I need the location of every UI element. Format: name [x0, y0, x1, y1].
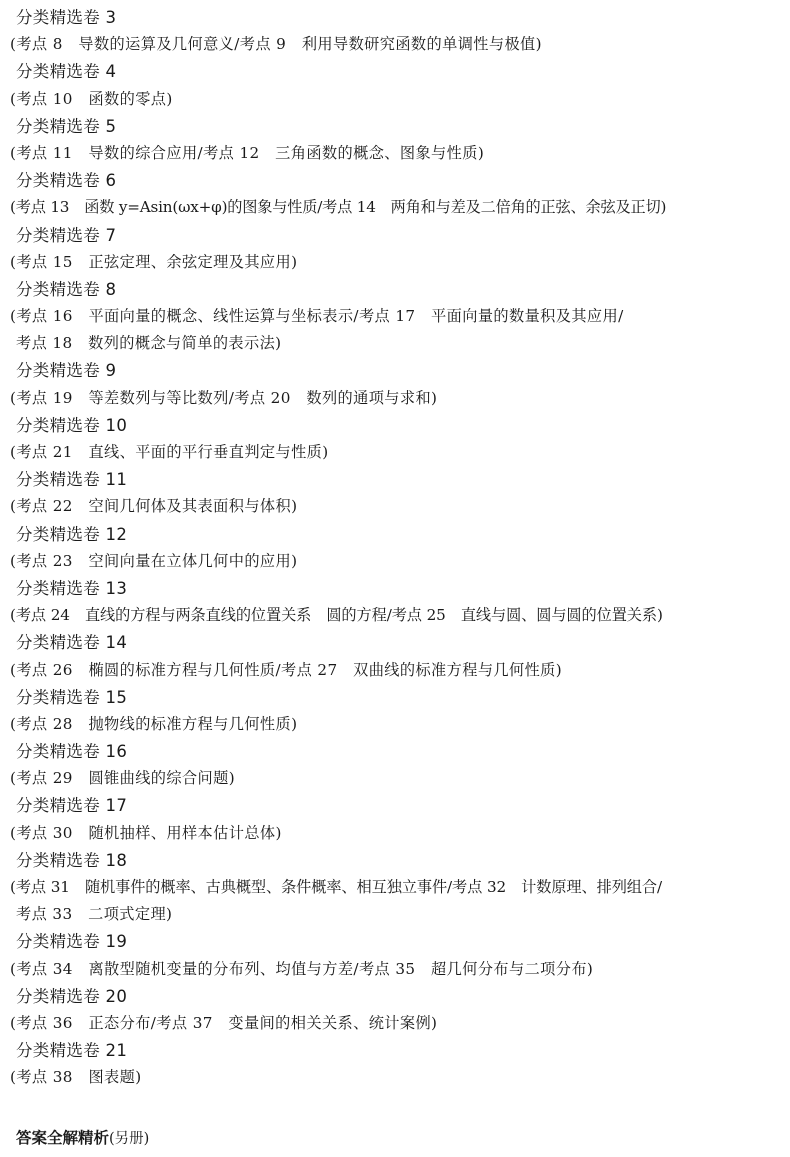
topic-line: 考点 18 数列的概念与简单的表示法) [16, 334, 282, 353]
topic-line: (考点 8 导数的运算及几何意义/考点 9 利用导数研究函数的单调性与极值) [10, 35, 542, 54]
section-volume-16 [10, 738, 786, 792]
topic-description [10, 140, 786, 167]
volume-title: 分类精选卷 7 [16, 225, 117, 245]
volume-title: 分类精选卷 15 [16, 687, 128, 707]
volume-title: 分类精选卷 6 [16, 171, 117, 191]
volume-title: 分类精选卷 13 [16, 578, 128, 598]
volume-title: 分类精选卷 19 [16, 932, 128, 952]
volume-title: 分类精选卷 16 [16, 742, 128, 762]
topic-description [10, 303, 786, 357]
topic-line: (考点 19 等差数列与等比数列/考点 20 数列的通项与求和) [10, 388, 438, 407]
section-volume-9 [10, 357, 786, 411]
topic-line: (考点 23 空间向量在立体几何中的应用) [10, 551, 298, 570]
section-volume-8 [10, 276, 786, 358]
topic-line: (考点 30 随机抽样、用样本估计总体) [10, 823, 282, 842]
topic-description [10, 711, 786, 738]
topic-description [10, 194, 786, 221]
volume-title: 分类精选卷 11 [16, 470, 128, 490]
section-volume-13 [10, 575, 786, 629]
topic-line: (考点 36 正态分布/考点 37 变量间的相关关系、统计案例) [10, 1013, 438, 1032]
volume-title: 分类精选卷 8 [16, 279, 117, 299]
section-volume-11 [10, 466, 786, 520]
volume-title: 分类精选卷 5 [16, 116, 117, 136]
topic-description [10, 249, 786, 276]
section-volume-12 [10, 521, 786, 575]
topic-description [10, 602, 786, 629]
volume-title: 分类精选卷 21 [16, 1041, 128, 1061]
topic-line: (考点 31 随机事件的概率、古典概型、条件概率、相互独立事件/考点 32 计数原理、排列组合/ [10, 878, 662, 896]
volume-title: 分类精选卷 14 [16, 633, 128, 653]
answer-note: (另册) [109, 1131, 150, 1147]
topic-description [10, 874, 786, 928]
topic-description [10, 31, 786, 58]
section-volume-21 [10, 1037, 786, 1091]
topic-description [10, 1064, 786, 1091]
section-volume-14 [10, 629, 786, 683]
topic-line: (考点 22 空间几何体及其表面积与体积) [10, 497, 298, 516]
topic-description [10, 385, 786, 412]
topic-line: (考点 11 导数的综合应用/考点 12 三角函数的概念、图象与性质) [10, 143, 485, 162]
topic-line: (考点 34 离散型随机变量的分布列、均值与方差/考点 35 超几何分布与二项分布) [10, 959, 594, 978]
section-volume-6 [10, 167, 786, 221]
topic-line: (考点 29 圆锥曲线的综合问题) [10, 769, 236, 788]
section-volume-17 [10, 792, 786, 846]
topic-line: (考点 24 直线的方程与两条直线的位置关系 圆的方程/考点 25 直线与圆、圆与圆的位置关系) [10, 606, 663, 625]
answer-section-heading [16, 1127, 149, 1150]
volume-title: 分类精选卷 3 [16, 8, 117, 27]
answer-title: 答案全解精析 [16, 1129, 110, 1147]
section-volume-18 [10, 847, 786, 929]
topic-description [10, 956, 786, 983]
topic-description [10, 493, 786, 520]
topic-line: (考点 16 平面向量的概念、线性运算与坐标表示/考点 17 平面向量的数量积及其应用/ [10, 307, 624, 326]
topic-line: (考点 15 正弦定理、余弦定理及其应用) [10, 252, 298, 271]
section-volume-20 [10, 983, 786, 1037]
topic-description [10, 1010, 786, 1037]
table-of-contents [10, 4, 786, 1092]
section-volume-4 [10, 58, 786, 112]
topic-line: (考点 10 函数的零点) [10, 89, 173, 108]
volume-title: 分类精选卷 12 [16, 524, 128, 544]
volume-title: 分类精选卷 18 [16, 850, 128, 870]
topic-line: (考点 21 直线、平面的平行垂直判定与性质) [10, 443, 329, 461]
topic-description [10, 86, 786, 113]
topic-line: (考点 38 图表题) [10, 1068, 142, 1087]
section-volume-5 [10, 113, 786, 167]
topic-description [10, 820, 786, 847]
volume-title: 分类精选卷 20 [16, 986, 128, 1006]
volume-title: 分类精选卷 10 [16, 415, 128, 435]
topic-line: (考点 28 抛物线的标准方程与几何性质) [10, 714, 298, 733]
volume-title: 分类精选卷 9 [16, 361, 117, 381]
topic-description [10, 439, 786, 466]
volume-title: 分类精选卷 17 [16, 796, 128, 816]
topic-description [10, 765, 786, 792]
section-volume-15 [10, 684, 786, 738]
section-volume-19 [10, 928, 786, 982]
topic-line: (考点 13 函数 y=Asin(ωx+φ)的图象与性质/考点 14 两角和与差及二倍角的正弦、余弦及正切) [10, 198, 667, 217]
volume-title: 分类精选卷 4 [16, 62, 117, 82]
topic-line: 考点 33 二项式定理) [16, 905, 173, 924]
topic-description [10, 548, 786, 575]
section-volume-3 [10, 4, 786, 58]
section-volume-10 [10, 412, 786, 466]
section-volume-7 [10, 222, 786, 276]
topic-description [10, 657, 786, 684]
topic-line: (考点 26 椭圆的标准方程与几何性质/考点 27 双曲线的标准方程与几何性质) [10, 660, 563, 679]
